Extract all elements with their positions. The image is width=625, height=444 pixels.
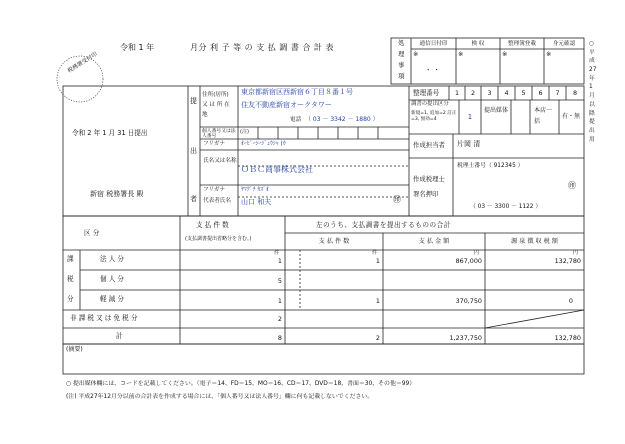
corporate-number-label: 個人番号又は法人番号: [202, 129, 236, 140]
tax-accountant-seal: ㊞: [568, 181, 576, 190]
processing-mark-4: ※: [546, 50, 552, 58]
row-count: 1: [277, 297, 282, 305]
processing-label-2: 理: [398, 50, 405, 58]
seiri-digit: 3: [487, 89, 492, 97]
col-count-note: (支払調書提出省略分を含む。): [185, 236, 252, 242]
row-amount: 1,237,750: [449, 334, 482, 342]
row-label: 非 課 税 又 は 免 税 分: [70, 314, 138, 322]
address-label: 住所(居所) 又 は 所 在 地: [202, 92, 230, 119]
processing-label-3: 事: [398, 61, 405, 69]
furigana-value: ｵｰﾋﾞｰｼｰｼﾞｭｳｼｬ (ｶ: [241, 141, 286, 147]
row-count: 8: [277, 334, 282, 342]
row-count: 5: [277, 277, 282, 285]
seiri-number-label: 整理番号: [413, 89, 440, 97]
processing-mark-1: ※: [413, 50, 419, 58]
processing-mark-3: ※: [502, 50, 508, 58]
row-label: 個 人 分: [100, 275, 124, 283]
seiri-digit: 6: [538, 89, 543, 97]
col-count-header: 支 払 件 数: [196, 221, 229, 229]
representative-furigana: ﾔﾏｸﾞﾁ ｶｽﾞｵ: [241, 187, 269, 193]
corporate-number-hint: (注): [240, 129, 249, 135]
unit-yen-label: 円: [573, 250, 579, 256]
medium-label: 提出媒体: [484, 107, 509, 114]
processing-header-identity: 身元確認: [552, 41, 576, 47]
unit-ken-label: 件: [372, 250, 378, 256]
representative-name: 山口 和夫: [241, 198, 272, 206]
name-label: 氏名又は名称: [203, 158, 237, 164]
branch-value: 有・無: [562, 113, 581, 120]
footnote-number-note: (注) 平成27年12月分以前の合計表を作成する場合には、「個人番号又は法人番号」欄に何も記載しないでください。: [66, 394, 374, 400]
processing-label-4: 項: [398, 72, 405, 80]
phone-value: （ 03 － 3342 － 1880 ）: [305, 116, 379, 123]
preparer-name: 片岡 清: [457, 140, 481, 148]
seiri-digit: 7: [555, 89, 560, 97]
row-count: 1: [277, 257, 282, 265]
company-name: ＯＢＣ商事株式会社: [241, 165, 313, 174]
sub-tax-header: 源 泉 徴 収 税 額: [511, 238, 558, 245]
tax-accountant-label: 作成税理士署名押印: [413, 175, 445, 199]
tax-accountant-phone: （ 03 － 3300 － 1122 ）: [470, 204, 542, 210]
row-amount: 370,750: [455, 297, 482, 305]
footnote-medium-codes: ○ 提出媒体欄には、コードを記載してください。（電子＝14、FD＝15、MO＝16、CD＝17、DVD＝18、書面＝30、その他＝99）: [66, 381, 416, 387]
sub-amount-header: 支 払 金 額: [418, 238, 450, 245]
row-label: 計: [116, 332, 123, 340]
seiri-digit: 5: [521, 89, 526, 97]
submitter-col-label-3: 者: [190, 195, 197, 203]
address-line-1: 東京都新宿区西新宿６丁目８番１号: [241, 88, 353, 96]
address-line-2: 住友不動産新宿オークタワー: [241, 101, 332, 109]
submit-type-value: 1: [467, 113, 473, 121]
col-kubun-header: 区 分: [84, 229, 100, 237]
form-title: 月分 利 子 等 の 支 払 調 書 合 計 表: [190, 43, 334, 52]
vertical-side-note: ○ 平 成 27 年 1 月 以 降 提 出 用: [589, 41, 597, 143]
receipt-stamp-label: 税務署受付印: [66, 51, 99, 75]
tax-office: 新宿 税務署長 殿: [90, 190, 144, 198]
submit-type-hint: 新規=1, 追加=2 訂正=3, 無効=4: [411, 111, 457, 122]
taxable-label-2: 税: [67, 275, 74, 283]
processing-header-ledger: 整理簿登載: [508, 41, 536, 47]
row-label: 軽 減 分: [100, 295, 124, 303]
processing-date-dots: ・ ・: [425, 66, 440, 74]
seiri-digit: 2: [470, 89, 476, 97]
row-label: 法 人 分: [100, 255, 124, 263]
submit-date: 令和 2 年 1 月 31 日提出: [72, 129, 148, 137]
remarks-label: (摘要): [66, 346, 83, 353]
row-amount: 867,000: [455, 257, 482, 265]
unit-ken-label: 件: [274, 250, 280, 256]
row-tax: 132,780: [554, 334, 581, 342]
seiri-digit: 8: [572, 89, 578, 97]
seiri-digit: 4: [504, 89, 509, 97]
furigana-label: フリガナ: [203, 141, 226, 147]
submit-type-label: 調書の提出区分: [411, 101, 449, 107]
row-sub-count: 1: [375, 257, 380, 265]
seiri-digit: 1: [454, 89, 460, 97]
processing-mark-2: ※: [458, 50, 464, 58]
unit-yen-label: 円: [474, 250, 480, 256]
tax-accountant-number: 税理士番号（ 912345 ）: [457, 163, 524, 169]
row-count: 2: [277, 315, 282, 323]
row-sub-count: 1: [375, 297, 380, 305]
representative-label: 代表者氏名: [203, 198, 231, 204]
submitter-col-label: 提: [190, 97, 197, 105]
row-tax: 0: [568, 297, 573, 305]
furigana-label-2: フリガナ: [203, 187, 226, 193]
sub-count-header: 支 払 件 数: [318, 238, 350, 245]
row-sub-count: 2: [375, 334, 380, 342]
branch-label: 本店一括: [534, 107, 553, 125]
preparer-label: 作成担当者: [413, 141, 445, 149]
taxable-label-1: 課: [67, 255, 74, 263]
seal-mark: ㊞: [393, 195, 401, 204]
processing-header-check: 検 収: [471, 41, 485, 47]
row-tax: 132,780: [554, 257, 581, 265]
processing-label-1: 処: [398, 39, 405, 47]
subtotal-header: 左のうち、支払調書を提出するものの合計: [316, 221, 451, 229]
form-era: 令和 1 年: [120, 43, 155, 52]
phone-label: 電話: [290, 117, 302, 123]
submitter-col-label-2: 出: [190, 147, 197, 155]
taxable-label-3: 分: [67, 295, 74, 303]
processing-header-date: 通信日付印: [419, 41, 448, 47]
